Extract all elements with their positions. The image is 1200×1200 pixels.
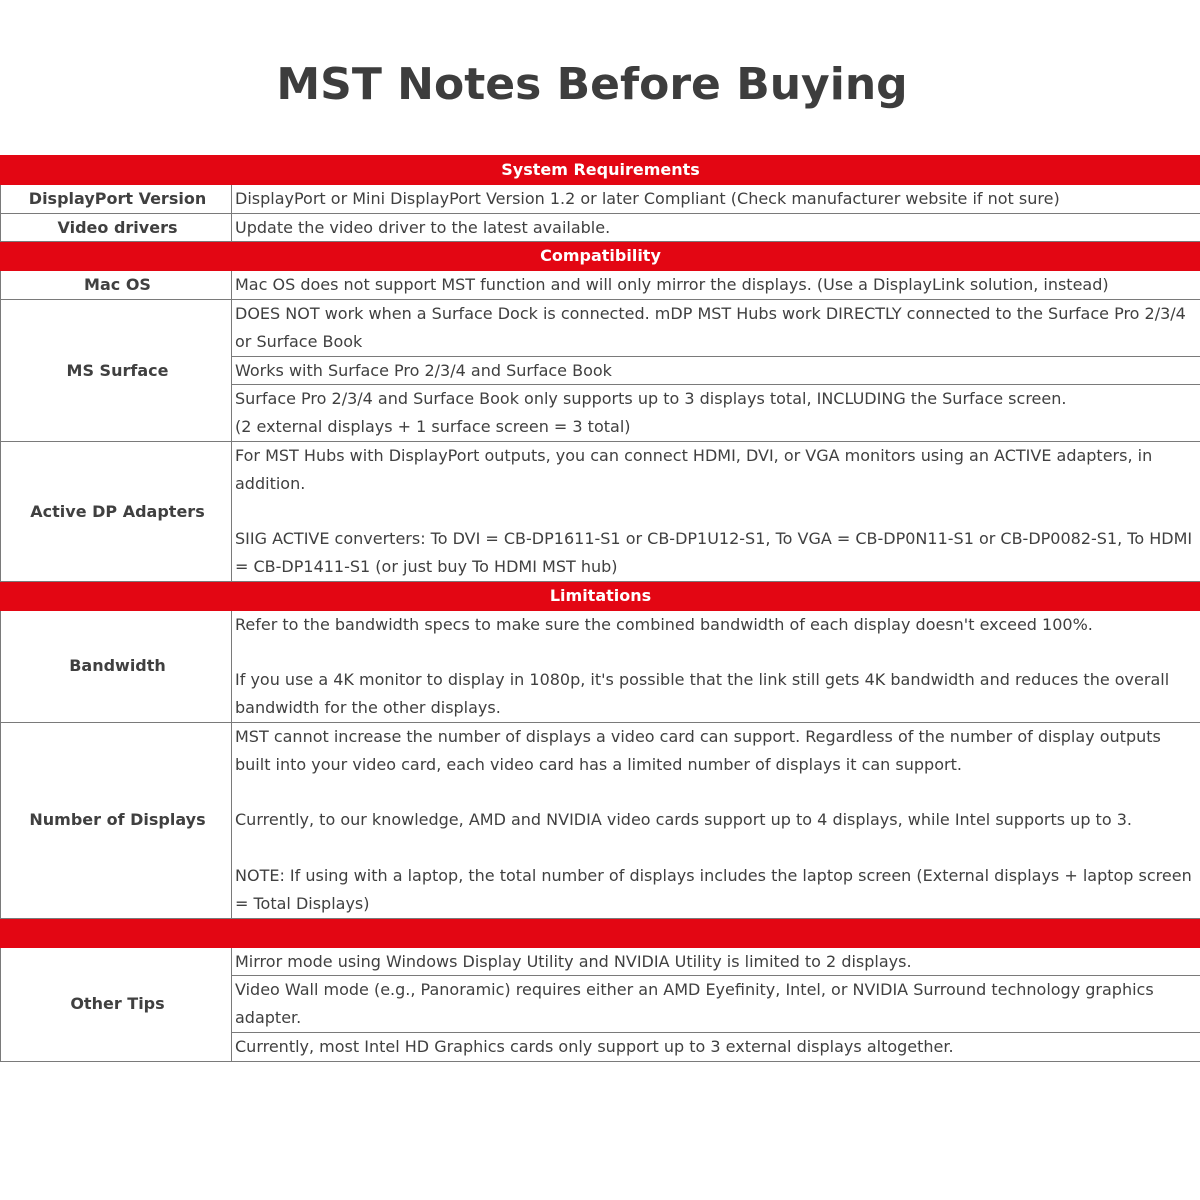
section-divider-row <box>1 918 1200 947</box>
row-text-other-tips-3: Currently, most Intel HD Graphics cards only support up to 3 external displays altogether. <box>232 1032 1200 1061</box>
table-row <box>1 441 1200 581</box>
bandwidth-paragraph-1: Refer to the bandwidth specs to make sure the combined bandwidth of each display doesn't exceed 100%. <box>235 614 1093 634</box>
displays-paragraph-2: Currently, to our knowledge, AMD and NVIDIA video cards support up to 4 displays, while Intel supports up to 3. <box>235 810 1132 830</box>
row-text-displayport-version: DisplayPort or Mini DisplayPort Version 1.2 or later Compliant (Check manufacturer website if not sure) <box>232 184 1200 213</box>
row-text-number-of-displays <box>232 722 1200 918</box>
ms-surface-line-b: (2 external displays + 1 surface screen = 3 total) <box>235 417 631 437</box>
row-text-active-dp-adapters <box>232 441 1200 581</box>
table-row <box>1 722 1200 918</box>
displays-paragraph-3: NOTE: If using with a laptop, the total number of displays includes the laptop screen (External displays + laptop screen = Total Displays) <box>235 865 1192 913</box>
row-text-mac-os: Mac OS does not support MST function and will only mirror the displays. (Use a DisplayLink solution, instead) <box>232 271 1200 300</box>
row-text-bandwidth <box>232 610 1200 722</box>
mst-notes-table <box>0 155 1200 1062</box>
row-label-video-drivers: Video drivers <box>1 213 232 242</box>
table-row <box>1 184 1200 213</box>
row-label-other-tips: Other Tips <box>1 947 232 1061</box>
table-row <box>1 610 1200 722</box>
row-label-bandwidth: Bandwidth <box>1 610 232 722</box>
row-label-displayport-version: DisplayPort Version <box>1 184 232 213</box>
page-title: MST Notes Before Buying <box>276 59 908 110</box>
row-text-ms-surface-1: DOES NOT work when a Surface Dock is connected. mDP MST Hubs work DIRECTLY connected to the Surface Pro 2/3/4 or Surface Book <box>232 299 1200 356</box>
row-label-ms-surface: MS Surface <box>1 299 232 441</box>
table-row <box>1 271 1200 300</box>
row-text-other-tips-2: Video Wall mode (e.g., Panoramic) requires either an AMD Eyefinity, Intel, or NVIDIA Surround technology graphics adapter. <box>232 976 1200 1033</box>
row-text-ms-surface-3 <box>232 385 1200 442</box>
table-row <box>1 213 1200 242</box>
active-dp-paragraph-2: SIIG ACTIVE converters: To DVI = CB-DP1611-S1 or CB-DP1U12-S1, To VGA = CB-DP0N11-S1 or CB-DP0082-S1, To HDMI = CB-DP1411-S1 (or just buy To HDMI MST hub) <box>235 529 1193 577</box>
row-text-video-drivers: Update the video driver to the latest available. <box>232 213 1200 242</box>
row-label-active-dp-adapters: Active DP Adapters <box>1 441 232 581</box>
row-text-ms-surface-2: Works with Surface Pro 2/3/4 and Surface Book <box>232 356 1200 385</box>
section-header-system-requirements: System Requirements <box>1 156 1200 185</box>
section-header-compatibility: Compatibility <box>1 242 1200 271</box>
section-header-limitations: Limitations <box>1 581 1200 610</box>
section-divider-empty <box>1 918 1200 947</box>
section-header-row <box>1 581 1200 610</box>
bandwidth-paragraph-2: If you use a 4K monitor to display in 1080p, it's possible that the link still gets 4K bandwidth and reduces the overall bandwidth for the other displays. <box>235 670 1170 718</box>
row-text-other-tips-1: Mirror mode using Windows Display Utility and NVIDIA Utility is limited to 2 displays. <box>232 947 1200 976</box>
section-header-row <box>1 242 1200 271</box>
section-header-row <box>1 156 1200 185</box>
table-row <box>1 299 1200 356</box>
displays-paragraph-1: MST cannot increase the number of displays a video card can support. Regardless of the number of display outputs built into your video card, each video card has a limited number of displays it can support. <box>235 726 1161 774</box>
ms-surface-line-a: Surface Pro 2/3/4 and Surface Book only supports up to 3 displays total, INCLUDING the Surface screen. <box>235 389 1067 409</box>
table-row <box>1 947 1200 976</box>
row-label-number-of-displays: Number of Displays <box>1 722 232 918</box>
row-label-mac-os: Mac OS <box>1 271 232 300</box>
active-dp-paragraph-1: For MST Hubs with DisplayPort outputs, you can connect HDMI, DVI, or VGA monitors using an ACTIVE adapters, in addition. <box>235 445 1153 493</box>
